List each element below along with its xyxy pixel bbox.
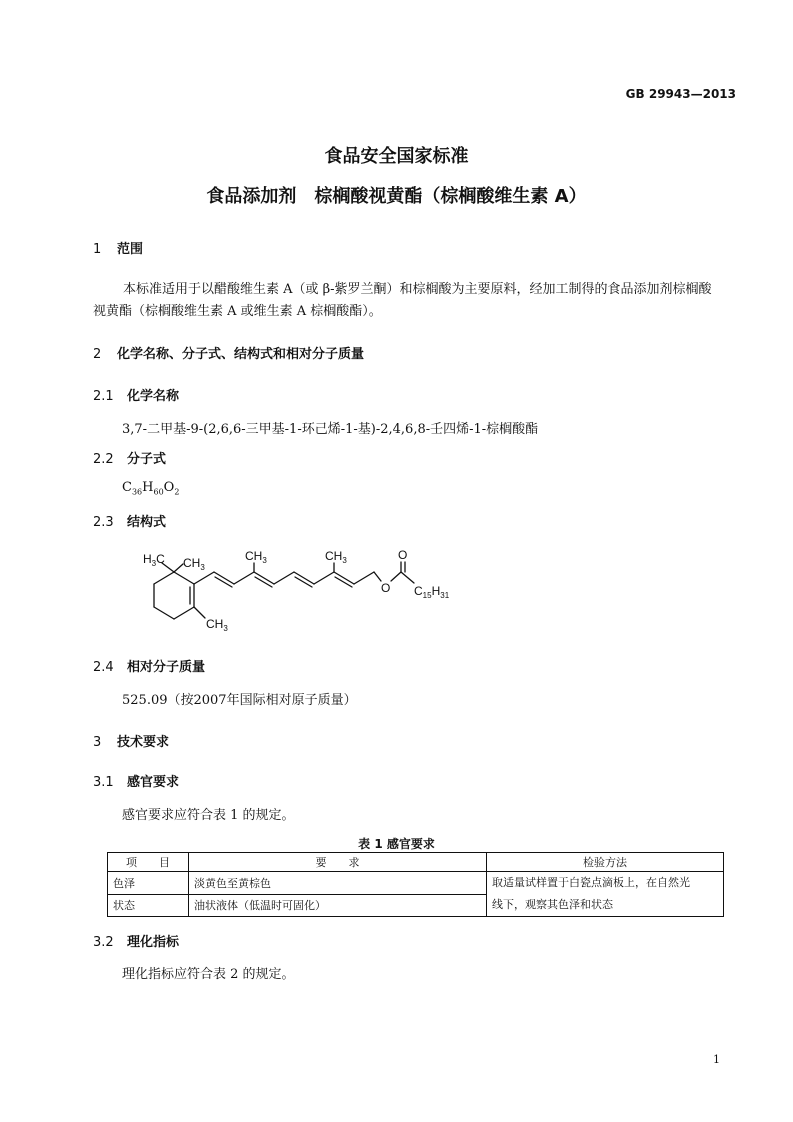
bond <box>194 572 214 584</box>
section-title: 分子式 <box>127 452 167 467</box>
section-2-4-heading <box>93 656 205 675</box>
methyl-label: $CH_3$ <box>183 556 205 572</box>
table-header-cell: 项 目 <box>108 853 189 872</box>
methyl-label: $CH_3$ <box>245 549 267 565</box>
method-line: 线下，观察其色泽和状态 <box>492 898 613 911</box>
section-title: 范围 <box>117 242 144 257</box>
bond <box>401 572 414 583</box>
formula-element: C <box>122 480 132 495</box>
palmitoyl-chain-label: $C_{15}H_{31}$ <box>414 584 450 600</box>
table-header-cell: 检验方法 <box>487 853 724 872</box>
bond <box>234 572 254 584</box>
section-number: 2.3 <box>93 515 114 530</box>
section-number: 3.2 <box>93 935 114 950</box>
standard-number: GB 29943—2013 <box>625 87 736 101</box>
bond <box>174 572 194 584</box>
section-title: 感官要求 <box>127 775 180 790</box>
table-cell-method <box>487 872 724 917</box>
bond <box>174 607 194 619</box>
formula-element: O <box>163 480 175 495</box>
bond <box>194 607 205 618</box>
table-cell-item: 状态 <box>108 894 189 917</box>
section-3-heading <box>93 731 169 750</box>
table-header-row <box>108 853 724 872</box>
methyl-label: $CH_3$ <box>206 617 228 633</box>
formula-count: 36 <box>131 487 143 497</box>
section-title: 化学名称、分子式、结构式和相对分子质量 <box>117 347 365 362</box>
physicochemical-requirement-text: 理化指标应符合表 2 的规定。 <box>122 967 295 982</box>
section-title: 结构式 <box>127 515 167 530</box>
section-title: 技术要求 <box>117 735 170 750</box>
bond <box>314 572 334 584</box>
section-number: 3 <box>93 735 102 750</box>
molecular-weight: 525.09（按2007年国际相对原子质量） <box>122 693 357 708</box>
table-cell-requirement: 淡黄色至黄棕色 <box>189 872 487 895</box>
methyl-label: $CH_3$ <box>325 549 347 565</box>
table-cell-requirement: 油状液体（低温时可固化） <box>189 894 487 917</box>
section-number: 3.1 <box>93 775 114 790</box>
section-number: 2.2 <box>93 452 114 467</box>
section-number: 2.4 <box>93 660 114 675</box>
table-1-caption: 表 1 感官要求 <box>358 837 435 851</box>
formula-element: H <box>142 480 154 495</box>
bond <box>391 572 401 581</box>
formula-count: 60 <box>153 487 164 497</box>
bond <box>374 572 381 581</box>
section-number: 1 <box>93 242 102 257</box>
section-title: 相对分子质量 <box>127 660 206 675</box>
section-3-1-heading <box>93 771 179 790</box>
scope-paragraph: 本标准适用于以醋酸维生素 A（或 β-紫罗兰酮）和棕榈酸为主要原料，经加工制得的食品添加剂棕榈酸视黄酯（棕榈酸维生素 A 或维生素 A 棕榈酸酯）。 <box>93 282 712 319</box>
ester-oxygen-label: O <box>381 581 391 595</box>
page-number: 1 <box>713 1053 720 1066</box>
bond <box>174 564 183 572</box>
document-subtitle: 食品添加剂 棕榈酸视黄酯（棕榈酸维生素 A） <box>206 186 587 207</box>
bond <box>154 572 174 584</box>
section-number: 2.1 <box>93 389 114 404</box>
chemical-name: 3,7-二甲基-9-(2,6,6-三甲基-1-环己烯-1-基)-2,4,6,8-壬四烯-1-棕榈酸酯 <box>122 422 539 437</box>
section-title: 化学名称 <box>127 389 180 404</box>
bond <box>274 572 294 584</box>
section-title: 理化指标 <box>127 935 180 950</box>
bond <box>154 607 174 619</box>
section-number: 2 <box>93 347 102 362</box>
formula-count: 2 <box>174 487 180 497</box>
sensory-requirement-text: 感官要求应符合表 1 的规定。 <box>122 808 295 823</box>
table-header-cell: 要 求 <box>189 853 487 872</box>
carbonyl-oxygen-label: O <box>398 548 408 562</box>
table-row <box>108 872 724 895</box>
bond <box>354 572 374 584</box>
methyl-label: $H_3C$ <box>143 552 165 568</box>
method-line: 取适量试样置于白瓷点滴板上，在自然光 <box>492 876 690 889</box>
section-3-2-heading <box>93 931 179 950</box>
document-title: 食品安全国家标准 <box>324 146 469 167</box>
sensory-requirements-table <box>107 852 724 917</box>
table-cell-item: 色泽 <box>108 872 189 895</box>
